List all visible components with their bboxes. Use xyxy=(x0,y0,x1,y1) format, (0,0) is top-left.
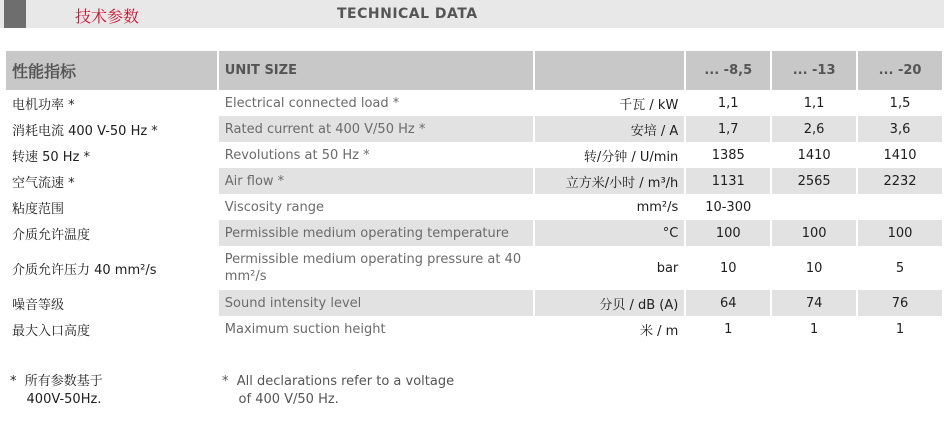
row-value: 74 xyxy=(772,290,856,316)
row-value: 1,7 xyxy=(686,116,770,142)
row-label-zh: 最大入口高度 xyxy=(12,323,91,339)
header-cell-unit xyxy=(535,51,684,90)
row-value: 1410 xyxy=(797,147,831,163)
footnote-en: * All declarations refer to a voltage of 400 V/50 Hz. xyxy=(222,374,455,407)
row-unit: bar xyxy=(656,260,679,276)
row-label-zh: 介质允许压力 40 mm²/s xyxy=(12,262,157,278)
row-label-zh: 粘度范围 xyxy=(12,201,65,217)
row-unit: 转/分钟 / U/min xyxy=(583,149,679,165)
row-value xyxy=(858,194,942,220)
row-value: 76 xyxy=(858,290,942,316)
row-label-en: Maximum suction height xyxy=(224,321,386,337)
row-value: 1 xyxy=(895,321,905,337)
table-row xyxy=(6,246,942,290)
row-label-en: Revolutions at 50 Hz * xyxy=(224,147,370,163)
header-cell-zh: 性能指标 xyxy=(6,51,217,90)
row-unit: 分贝 / dB (A) xyxy=(535,290,684,316)
row-value xyxy=(772,194,856,220)
section-header xyxy=(0,0,944,28)
row-value: 100 xyxy=(772,220,856,246)
row-value: 1385 xyxy=(711,147,745,163)
row-value: 2565 xyxy=(772,168,856,194)
table-row xyxy=(6,194,942,220)
row-unit: 立方米/小时 / m³/h xyxy=(535,168,684,194)
row-value: 64 xyxy=(686,290,770,316)
row-label-en: Viscosity range xyxy=(224,199,324,215)
row-value: 1131 xyxy=(686,168,770,194)
header-cell-en: UNIT SIZE xyxy=(219,51,533,90)
row-value: 2,6 xyxy=(772,116,856,142)
row-value: 100 xyxy=(686,220,770,246)
row-label-zh: 介质允许温度 xyxy=(12,227,91,243)
row-unit: 千瓦 / kW xyxy=(619,97,679,113)
row-label-zh: 噪音等级 xyxy=(12,297,65,313)
row-value: 1 xyxy=(809,321,819,337)
header-cell-model: ... -20 xyxy=(858,51,942,90)
row-value: 3,6 xyxy=(858,116,942,142)
row-unit: °C xyxy=(535,220,684,246)
row-label-zh: 消耗电流 400 V-50 Hz * xyxy=(12,123,158,139)
row-value: 10-300 xyxy=(705,199,752,215)
table-row xyxy=(6,168,942,194)
row-label-zh: 转速 50 Hz * xyxy=(12,149,91,165)
table-row xyxy=(6,220,942,246)
row-value: 1410 xyxy=(883,147,917,163)
footnote-zh: * 所有参数基于 400V-50Hz. xyxy=(10,374,103,407)
table-row xyxy=(6,316,942,342)
row-label-en: Air flow * xyxy=(219,168,533,194)
row-value: 1 xyxy=(724,321,733,337)
row-value: 100 xyxy=(858,220,942,246)
row-value: 10 xyxy=(805,260,823,276)
technical-data-table xyxy=(4,51,944,342)
row-label-en: Sound intensity level xyxy=(219,290,533,316)
row-label-en: Permissible medium operating temperature xyxy=(219,220,533,246)
table-row xyxy=(6,142,942,168)
header-cell-model: ... -13 xyxy=(772,51,856,90)
row-value: 1,1 xyxy=(803,95,825,111)
table-row xyxy=(6,290,942,316)
row-label-zh: 空气流速 * xyxy=(12,175,75,191)
row-unit: mm²/s xyxy=(636,199,679,215)
row-label-en: Rated current at 400 V/50 Hz * xyxy=(219,116,533,142)
table-header-row xyxy=(6,51,942,90)
row-value: 10 xyxy=(719,260,737,276)
table-row xyxy=(6,90,942,116)
row-label-zh: 电机功率 * xyxy=(12,97,75,113)
section-title-zh: 技术参数 xyxy=(75,7,140,26)
section-title-en: TECHNICAL DATA xyxy=(337,6,478,22)
row-label-en: Electrical connected load * xyxy=(224,95,400,111)
row-value: 5 xyxy=(895,260,905,276)
row-unit: 米 / m xyxy=(639,323,679,339)
row-value: 1,5 xyxy=(889,95,911,111)
table-row xyxy=(6,116,942,142)
row-value: 2232 xyxy=(858,168,942,194)
row-label-en: Permissible medium operating pressure at 40 mm²/s xyxy=(224,252,522,284)
row-value: 1,1 xyxy=(717,95,739,111)
row-unit: 安培 / A xyxy=(535,116,684,142)
header-marker xyxy=(4,0,26,28)
header-cell-model: ... -8,5 xyxy=(686,51,770,90)
